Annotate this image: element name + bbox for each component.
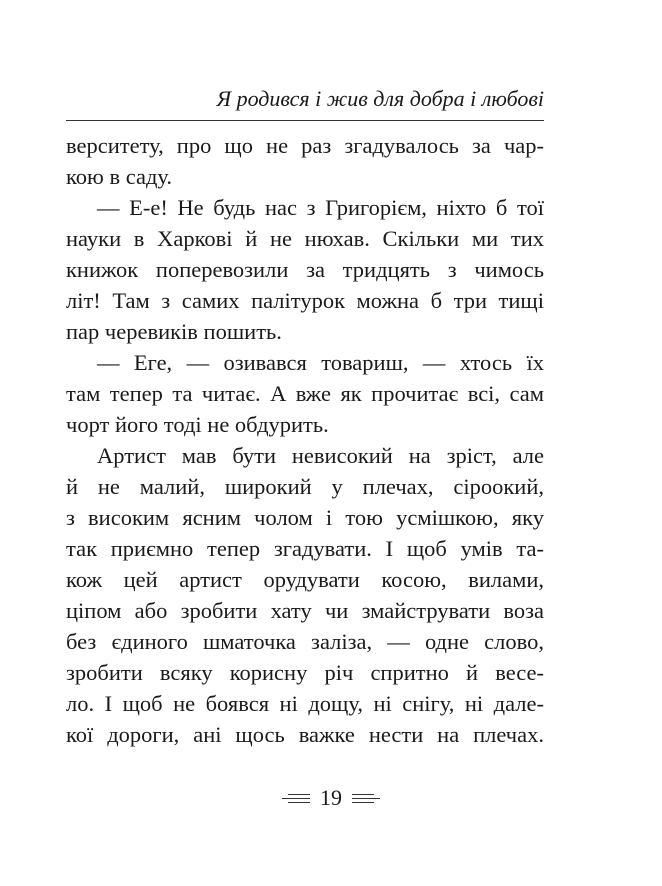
header-rule bbox=[66, 120, 544, 121]
body-text bbox=[66, 130, 544, 750]
text-line: книжок поперевозили за тридцять з чимось bbox=[66, 257, 544, 282]
text-line: — Е-е! Не будь нас з Григорієм, ніхто б тої bbox=[97, 195, 544, 220]
text-line: й не малий, широкий у плечах, сіроокий, bbox=[66, 474, 544, 499]
text-line: з високим ясним чолом і тою усмішкою, яку bbox=[66, 505, 544, 530]
text-line: ціпом або зробити хату чи змайструвати воза bbox=[66, 598, 544, 623]
ornament-lines-icon bbox=[352, 793, 382, 803]
page-folio bbox=[0, 783, 662, 813]
page-number: 19 bbox=[320, 785, 342, 810]
text-line: без єдиного шматочка заліза, — одне слово, bbox=[66, 629, 544, 654]
text-line: літ! Там з самих палітурок можна б три тищі bbox=[66, 288, 544, 313]
text-line: чорт його тоді не обдурить. bbox=[66, 412, 329, 437]
text-line: там тепер та читає. А вже як прочитає всі, сам bbox=[66, 381, 544, 406]
running-header: Я родився і жив для добра і любові bbox=[216, 86, 544, 111]
ornament-lines-icon bbox=[280, 793, 310, 803]
text-line: — Еге, — озивався товариш, — хтось їх bbox=[97, 350, 544, 375]
text-line: кож цей артист орудувати косою, вилами, bbox=[66, 567, 544, 592]
text-line: науки в Харкові й не нюхав. Скільки ми тих bbox=[66, 226, 544, 251]
text-line: пар черевиків пошить. bbox=[66, 319, 282, 344]
text-line: Артист мав бути невисокий на зріст, але bbox=[97, 443, 544, 468]
text-line: так приємно тепер згадувати. І щоб умів та- bbox=[66, 536, 544, 561]
text-line: ло. І щоб не боявся ні дощу, ні снігу, ні дале- bbox=[66, 691, 544, 716]
text-line: кої дороги, ані щось важке нести на плечах. bbox=[66, 722, 544, 747]
text-line: зробити всяку корисну річ спритно й весе- bbox=[66, 660, 544, 685]
text-line: верситету, про що не раз згадувалось за чар- bbox=[66, 133, 544, 158]
text-line: кою в саду. bbox=[66, 164, 173, 189]
